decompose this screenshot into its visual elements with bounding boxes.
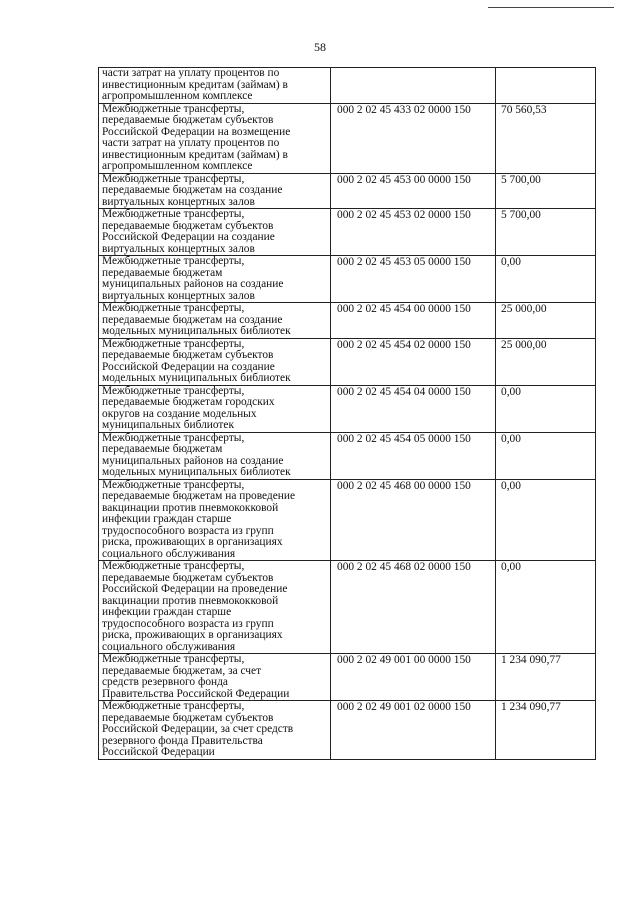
table-row [99, 561, 596, 654]
row-description [99, 303, 331, 339]
budget-table-body [99, 68, 596, 760]
description-line: Российской Федерации на создание [102, 360, 275, 373]
description-line: передаваемые бюджетам [102, 266, 223, 279]
description-line: Российской Федерации на возмещение [102, 125, 291, 138]
table-row [99, 385, 596, 432]
budget-code: 000 2 02 45 454 04 0000 150 [331, 385, 496, 432]
description-line: инфекции граждан старше [102, 513, 232, 525]
budget-table [98, 67, 596, 760]
description-line: Межбюджетные трансферты, [102, 560, 245, 572]
budget-code: 000 2 02 45 453 02 0000 150 [331, 209, 496, 256]
amount: 25 000,00 [496, 303, 596, 339]
description-line: передаваемые бюджетам субъектов [102, 711, 274, 724]
budget-code: 000 2 02 45 468 00 0000 150 [331, 479, 496, 561]
table-row [99, 654, 596, 701]
row-description [99, 173, 331, 209]
description-line: муниципальных районов на создание [102, 278, 284, 290]
table-row [99, 209, 596, 256]
description-line: риска, проживающих в организациях [102, 629, 283, 641]
budget-code: 000 2 02 49 001 02 0000 150 [331, 701, 496, 760]
table-row [99, 173, 596, 209]
row-description [99, 338, 331, 385]
description-line: трудоспособного возраста из групп [102, 617, 274, 630]
description-line: Межбюджетные трансферты, [102, 302, 245, 314]
description-line: инвестиционным кредитам (займам) в [102, 148, 288, 161]
amount: 5 700,00 [496, 173, 596, 209]
amount: 70 560,53 [496, 103, 596, 173]
description-line: Межбюджетные трансферты, [102, 432, 245, 444]
description-line: Межбюджетные трансферты, [102, 653, 245, 665]
description-line: Межбюджетные трансферты, [102, 338, 245, 350]
amount: 0,00 [496, 432, 596, 479]
amount: 0,00 [496, 479, 596, 561]
description-line: резервного фонда Правительства [102, 734, 263, 747]
description-line: трудоспособного возраста из групп [102, 524, 274, 537]
description-line: передаваемые бюджетам субъектов [102, 349, 274, 361]
budget-code: 000 2 02 45 433 02 0000 150 [331, 103, 496, 173]
description-line: передаваемые бюджетам субъектов [102, 571, 274, 584]
table-row [99, 103, 596, 173]
description-line: Межбюджетные трансферты, [102, 173, 245, 185]
amount: 1 234 090,77 [496, 654, 596, 701]
budget-code: 000 2 02 45 454 00 0000 150 [331, 303, 496, 339]
row-description [99, 256, 331, 303]
description-line: социального обслуживания [102, 640, 236, 653]
budget-code: 000 2 02 45 453 00 0000 150 [331, 173, 496, 209]
table-row [99, 701, 596, 760]
description-line: Межбюджетные трансферты, [102, 103, 245, 115]
table-row [99, 303, 596, 339]
description-line: передаваемые бюджетам на создание [102, 184, 283, 196]
table-row [99, 432, 596, 479]
description-line: агропромышленном комплексе [102, 160, 253, 172]
description-line: виртуальных концертных залов [102, 289, 255, 302]
description-line: муниципальных библиотек [102, 419, 235, 431]
description-line: Межбюджетные трансферты, [102, 208, 245, 220]
row-description [99, 561, 331, 654]
description-line: модельных муниципальных библиотек [102, 325, 291, 337]
description-line: передаваемые бюджетам [102, 443, 223, 455]
amount: 1 234 090,77 [496, 701, 596, 760]
description-line: Межбюджетные трансферты, [102, 255, 245, 267]
description-line: агропромышленном комплексе [102, 90, 253, 102]
description-line: округов на создание модельных [102, 407, 257, 420]
amount: 0,00 [496, 561, 596, 654]
description-line: передаваемые бюджетам субъектов [102, 114, 274, 126]
description-line: Российской Федерации на создание [102, 231, 275, 243]
amount: 0,00 [496, 256, 596, 303]
row-description [99, 209, 331, 256]
budget-code: 000 2 02 45 454 02 0000 150 [331, 338, 496, 385]
page-number: 58 [314, 40, 326, 54]
row-description [99, 654, 331, 701]
description-line: виртуальных концертных залов [102, 242, 255, 255]
description-line: вакцинации против пневмококковой [102, 501, 279, 514]
row-description [99, 479, 331, 561]
description-line: передаваемые бюджетам субъектов [102, 219, 274, 232]
description-line: части затрат на уплату процентов по [102, 67, 280, 79]
budget-code: 000 2 02 45 454 05 0000 150 [331, 432, 496, 479]
budget-code [331, 68, 496, 104]
row-description [99, 68, 331, 104]
table-row [99, 338, 596, 385]
row-description [99, 701, 331, 760]
description-line: Межбюджетные трансферты, [102, 479, 245, 491]
row-description [99, 432, 331, 479]
description-line: Российской Федерации, за счет средств [102, 723, 294, 735]
description-line: социального обслуживания [102, 547, 236, 560]
description-line: Правительства Российской Федерации [102, 687, 290, 700]
description-line: виртуальных концертных залов [102, 195, 255, 208]
description-line: модельных муниципальных библиотек [102, 466, 291, 478]
description-line: модельных муниципальных библиотек [102, 372, 291, 384]
budget-code: 000 2 02 49 001 00 0000 150 [331, 654, 496, 701]
top-rule [488, 7, 614, 8]
table-row [99, 256, 596, 303]
description-line: инвестиционным кредитам (займам) в [102, 78, 288, 91]
description-line: риска, проживающих в организациях [102, 536, 283, 548]
description-line: Российской Федерации на проведение [102, 583, 288, 595]
amount: 5 700,00 [496, 209, 596, 256]
description-line: Российской Федерации [102, 746, 215, 758]
amount: 0,00 [496, 385, 596, 432]
table-row [99, 68, 596, 104]
description-line: части затрат на уплату процентов по [102, 137, 280, 149]
description-line: средств резервного фонда [102, 676, 228, 688]
description-line: передаваемые бюджетам городских [102, 396, 275, 408]
description-line: передаваемые бюджетам, за счет [102, 664, 262, 677]
description-line: муниципальных районов на создание [102, 454, 284, 467]
description-line: передаваемые бюджетам на создание [102, 313, 283, 326]
row-description [99, 103, 331, 173]
description-line: инфекции граждан старше [102, 606, 232, 618]
table-row [99, 479, 596, 561]
amount: 25 000,00 [496, 338, 596, 385]
amount [496, 68, 596, 104]
budget-code: 000 2 02 45 468 02 0000 150 [331, 561, 496, 654]
description-line: Межбюджетные трансферты, [102, 385, 245, 397]
description-line: передаваемые бюджетам на проведение [102, 490, 296, 502]
row-description [99, 385, 331, 432]
budget-code: 000 2 02 45 453 05 0000 150 [331, 256, 496, 303]
description-line: Межбюджетные трансферты, [102, 700, 245, 712]
description-line: вакцинации против пневмококковой [102, 594, 279, 607]
